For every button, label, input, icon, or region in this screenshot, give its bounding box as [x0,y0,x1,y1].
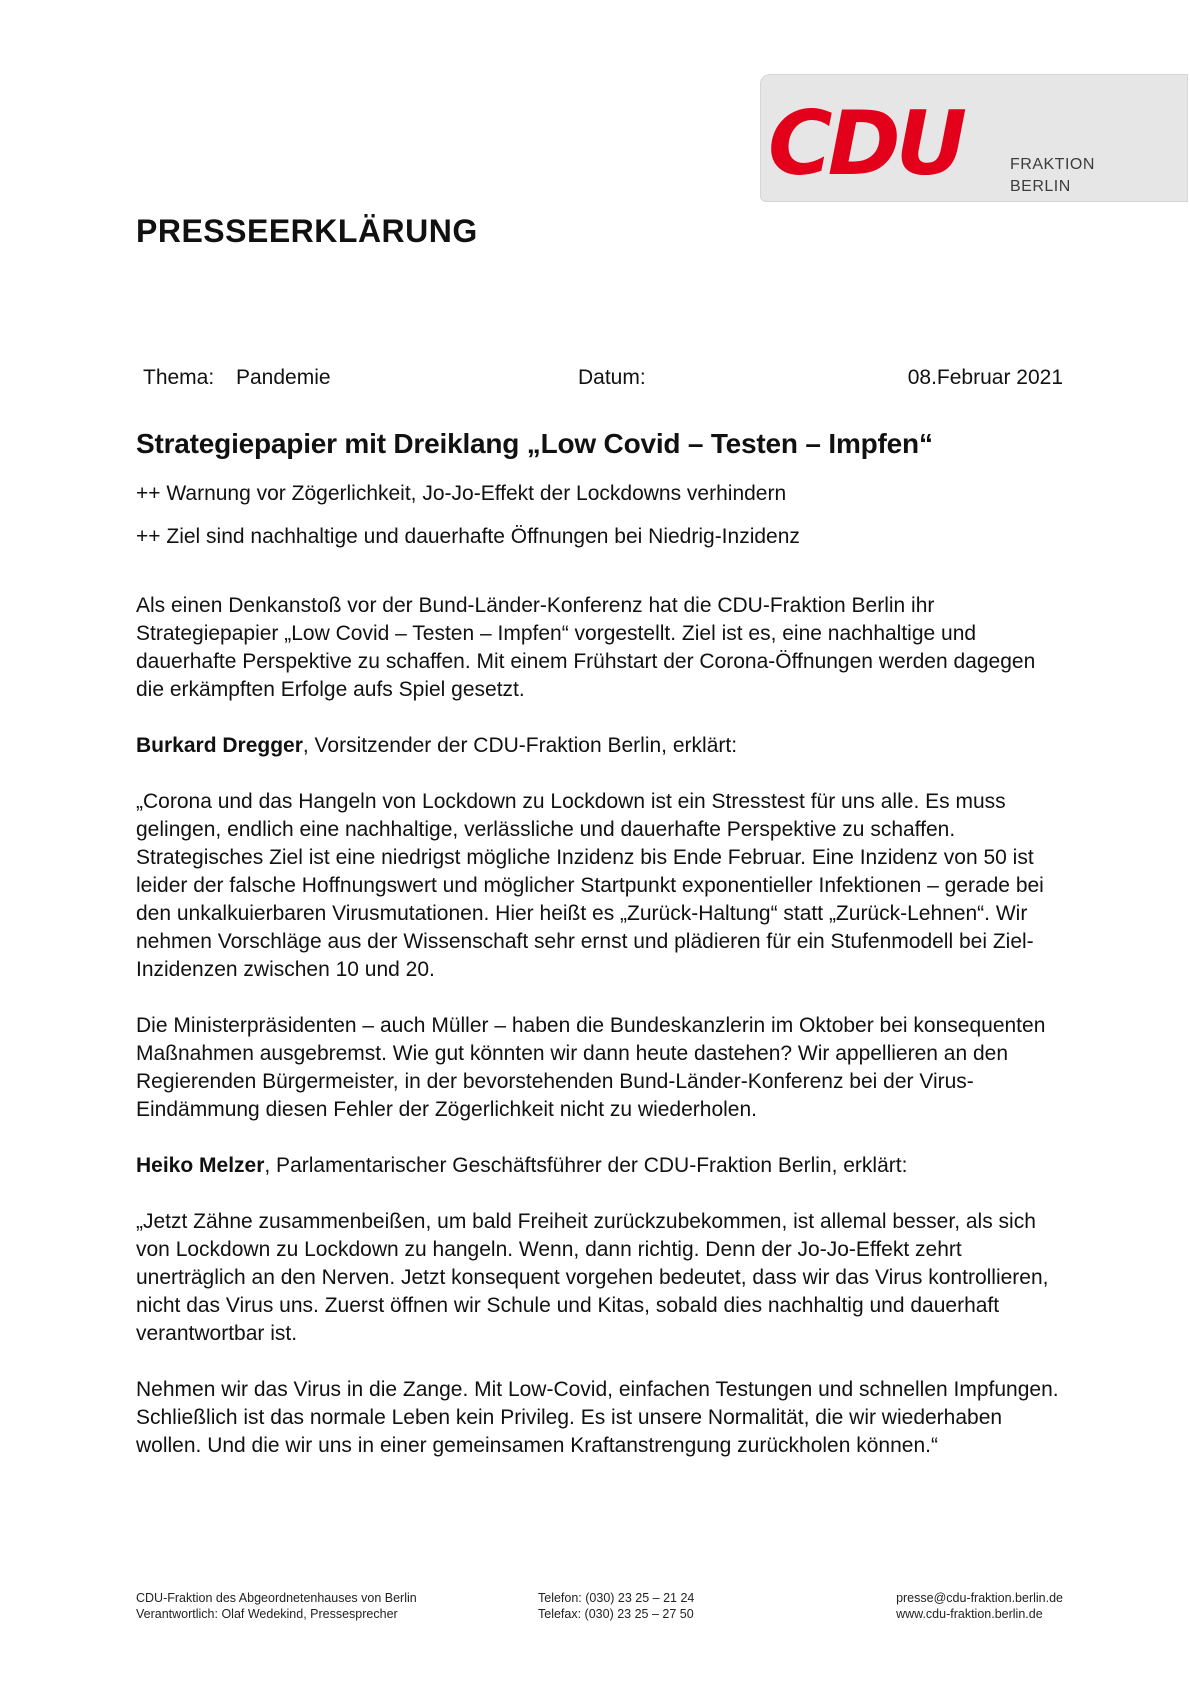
press-headline: Strategiepapier mit Dreiklang „Low Covid – Testen – Impfen“ [136,428,933,459]
speaker-role: , Parlamentarischer Geschäftsführer der CDU-Fraktion Berlin, erklärt: [264,1154,908,1177]
subline: ++ Warnung vor Zögerlichkeit, Jo-Jo-Effekt der Lockdowns verhindern [136,482,787,505]
footer-phone: Telefon: (030) 23 25 – 21 24 [538,1591,695,1605]
speaker-line [136,1152,1066,1180]
logo-subtitle-line2: BERLIN [1010,178,1071,195]
footer-email[interactable]: presse@cdu-fraktion.berlin.de [896,1591,1063,1605]
quote-paragraph: „Jetzt Zähne zusammenbeißen, um bald Freiheit zurückzubekommen, ist allemal besser, als sich von Lockdown zu Lockdown zu hangeln. Wenn, dann richtig. Denn der Jo-Jo-Effekt zehrt unerträglich an den Nerven. Jetzt konsequent vorgehen bedeutet, dass wir das Virus kontrollieren, nicht das Virus uns. Zuerst öffnen wir Schule und Kitas, sobald dies nachhaltig und dauerhaft verantwortbar ist. [136,1210,1049,1345]
speaker-role: , Vorsitzender der CDU-Fraktion Berlin, erklärt: [302,734,738,757]
topic-label: Thema: [143,366,215,389]
date-value: 08.Februar 2021 [907,366,1063,389]
footer-website[interactable]: www.cdu-fraktion.berlin.de [896,1607,1043,1621]
footer-phone-block [538,1590,694,1622]
quote-paragraph: Die Ministerpräsidenten – auch Müller – haben die Bundeskanzlerin im Oktober bei konsequenten Maßnahmen ausgebremst. Wie gut könnten wir dann heute dastehen? Wir appellieren an den Regierenden Bürgermeister, in der bevorstehenden Bund-Länder-Konferenz bei der Virus-Eindämmung diesen Fehler der Zögerlichkeit nicht zu wiederholen. [136,1014,1046,1121]
logo-subtitle [1010,154,1095,198]
quote-paragraph: „Corona und das Hangeln von Lockdown zu Lockdown ist ein Stresstest für uns alle. Es muss gelingen, endlich eine nachhaltige, verlässliche und dauerhafte Perspektive zu schaffen. Strategisches Ziel ist eine niedrigst mögliche Inzidenz bis Ende Februar. Eine Inzidenz von 50 ist leider der falsche Hoffnungswert und möglicher Startpunkt exponentieller Infektionen – gerade bei den unkalkuierbaren Virusmutationen. Hier heißt es „Zurück-Haltung“ statt „Zurück-Lehnen“. Wir nehmen Vorschläge aus der Wissenschaft sehr ernst und plädieren für ein Stufenmodell bei Ziel-Inzidenzen zwischen 10 und 20. [136,790,1044,981]
footer-organisation [136,1590,417,1622]
quote-paragraph: Nehmen wir das Virus in die Zange. Mit Low-Covid, einfachen Testungen und schnellen Impfungen. Schließlich ist das normale Leben kein Privileg. Es ist unsere Normalität, die wir wiederhaben wollen. Und die wir uns in einer gemeinsamen Kraftanstrengung zurückholen können.“ [136,1378,1059,1457]
speaker-line [136,732,1066,760]
speaker-name: Burkard Dregger [136,734,303,757]
subline: ++ Ziel sind nachhaltige und dauerhafte Öffnungen bei Niedrig-Inzidenz [136,525,800,548]
logo-subtitle-line1: FRAKTION [1010,156,1095,173]
date-label: Datum: [578,366,646,389]
party-logo [760,74,1188,202]
document-title: PRESSEERKLÄRUNG [136,213,478,249]
footer-fax: Telefax: (030) 23 25 – 27 50 [538,1607,694,1621]
footer-contact [896,1590,1063,1622]
footer-responsible: Verantwortlich: Olaf Wedekind, Pressesprecher [136,1607,398,1621]
footer-org-name: CDU-Fraktion des Abgeordnetenhauses von Berlin [136,1591,417,1605]
intro-paragraph: Als einen Denkanstoß vor der Bund-Länder-Konferenz hat die CDU-Fraktion Berlin ihr Strategiepapier „Low Covid – Testen – Impfen“ vorgestellt. Ziel ist es, eine nachhaltige und dauerhafte Perspektive zu schaffen. Mit einem Frühstart der Corona-Öffnungen werden dagegen die erkämpften Erfolge aufs Spiel gesetzt. [136,594,1036,701]
topic-value: Pandemie [236,366,331,389]
speaker-name: Heiko Melzer [136,1154,265,1177]
press-body [136,592,1066,1488]
logo-wordmark: CDU [768,92,963,195]
